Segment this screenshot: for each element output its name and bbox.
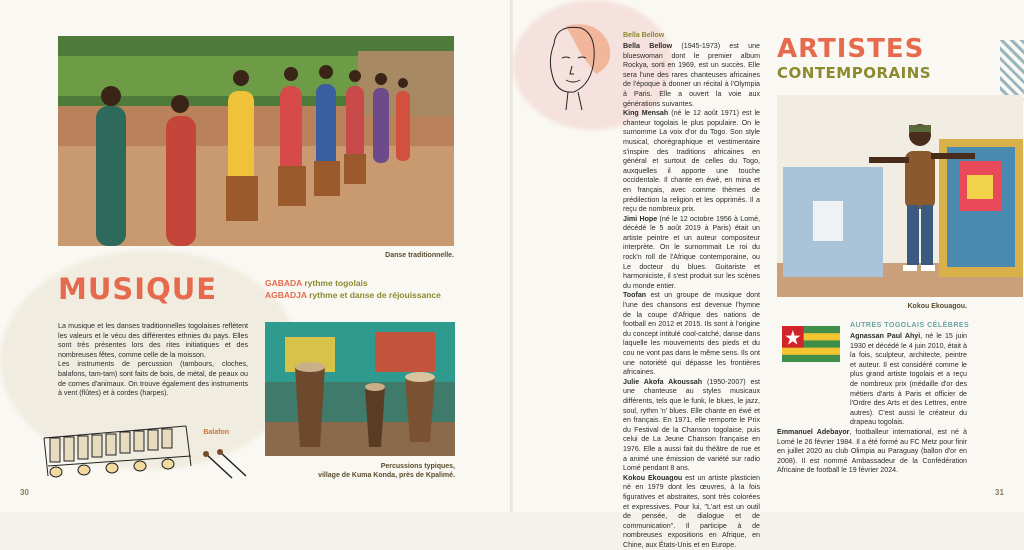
paul-paragraph [850, 332, 967, 428]
kokou-photo [777, 95, 1023, 297]
rhythm-gabada-name: GABADA [265, 278, 302, 288]
paul-text: , né le 15 juin 1930 et décédé le 4 juin 2010, était à la fois, sculpteur, architecte, peintre et auteur. Il est considéré comme le plus grand artiste togolais et a reçu de nombreux prix (médaille d'or des métiers d'arts à Paris et officier de l'Ordre des Arts et des Lettres, entre autres). C'est aussi le créateur du drapeau togolais. [850, 332, 968, 427]
king-text: (né le 12 août 1971) est le chanteur togolais le plus populaire. On le surnomme La voix d'or du Togo. Son style musical, chorégraphique et vestimentaire s'inspire des traditions africaines en général et surtout de celles du Togo, auxquelles il apporte une touche occidentale. Il chante en éwé, en mina et en français, avec comme thèmes de prédilection la religion et les opprimés. Il a reçu de nombreux prix. [623, 109, 760, 214]
percussion-caption-line1: Percussions typiques, [380, 463, 455, 470]
kokou-illustration [777, 95, 1023, 297]
julie-text: (1950-2007) est une chanteuse au styles musicaux différents, tels que le funk, le blues, le jazz, soul, rythm 'n' blues. Elle chante en éwé et en français. En 1971, elle remporte le Prix du Festival de la Chanson togolaise, puis celui de La Jeune Chanson française en 1976. Elle a aussi fait du théâtre de rue et a animé une émission de variété sur radio Lomé pendant 8 ans. [623, 377, 760, 473]
others-column [777, 332, 967, 476]
rhythm-agbadja [265, 290, 441, 301]
paul-name: Agnassan Paul Ahyi [850, 332, 921, 340]
king-paragraph [623, 109, 760, 215]
rhythm-gabada [265, 278, 368, 289]
julie-name: Julie Akofa Akoussah [623, 377, 703, 386]
instruments-paragraph: Les instruments de percussion (tambours, cloches, balafons, tam-tam) sont faits de bois, de métal, de peaux ou de cornes d'animaux. On trouve également des instruments à vent (flûtes) et à cordes (harpes). [58, 360, 248, 398]
jimi-name: Jimi Hope [623, 214, 658, 223]
left-page [0, 0, 511, 512]
jimi-text: (né le 12 octobre 1956 à Lomé, décédé le 5 août 2019 à Paris) était un artiste peintre et un auteur compositeur interprète. On le surnommait Le roi du rock'n roll de l'Afrique contemporaine, ou Le docteur du blues. Guitariste et harmoniciste, il s'est produit sur les scènes du monde entier. [623, 214, 760, 290]
percussion-caption-line2: village de Kuma Konda, près de Kpalimé. [318, 472, 455, 479]
rhythm-gabada-desc: rythme togolais [302, 278, 368, 288]
music-intro [58, 322, 248, 399]
portrait-caption: Bella Bellow [623, 32, 665, 39]
rhythm-agbadja-desc: rythme et danse de réjouissance [306, 290, 441, 300]
dance-illustration [58, 36, 454, 246]
toofan-text: est un groupe de musique dont l'une des chansons est devenue l'hymne de la coupe d'Afrique des nations de football en 2012 et 2015. Ils sont à l'origine du concept intitulé cool-catché, danse dans laquelle les mouvements des pieds et du cou ne vont pas dans le même sens. Ils ont une notoriété qui dépasse les frontières africaines. [623, 291, 760, 377]
toofan-name: Toofan [623, 291, 647, 300]
page-number-right: 31 [995, 488, 1004, 497]
kokou-photo-caption: Kokou Ekouagou. [907, 303, 967, 310]
emmanuel-name: Emmanuel Adebayor [777, 427, 850, 436]
balafon-label: Balafon [203, 429, 229, 436]
music-intro-paragraph: La musique et les danses traditionnelles togolaises reflètent les valeurs et le vécu des différentes ethnies du pays. Elles sont très présentes lors des rites initiatiques et des nombreuses fêtes, comme celle de la moisson. [58, 322, 248, 359]
bella-paragraph [623, 42, 760, 109]
music-heading: MUSIQUE [58, 272, 218, 306]
artists-column [570, 42, 760, 550]
right-page [513, 0, 1024, 549]
kokou-paragraph [623, 474, 760, 550]
emmanuel-paragraph [777, 428, 967, 476]
geometric-pattern [1000, 40, 1024, 100]
dance-photo-caption: Danse traditionnelle. [385, 252, 454, 259]
bella-text: (1945-1973) est une blueswoman dont le premier album Rockya, sorti en 1969, est un succès. Elle sera l'une des rares chanteuses africaines de l'époque à donner un récital à l'Olympia à Paris. Elle a ouvert la voie aux générations suivantes. [623, 42, 760, 108]
julie-paragraph [623, 378, 760, 474]
percussion-illustration [265, 322, 455, 456]
artists-heading-line2: CONTEMPORAINS [777, 64, 932, 82]
dance-photo [58, 36, 454, 246]
bella-name: Bella Bellow [623, 42, 673, 50]
page-number-left: 30 [20, 488, 29, 497]
artists-heading-line1: ARTISTES [777, 34, 925, 64]
kokou-text: est un artiste plasticien né en 1979 dont les œuvres, à la fois figuratives et abstraites, sont très colorées et expressives. Pour lui, "L'art est un outil de pensée, de dialogue et de communication". Il participe à de nombreuses expositions en Afrique, en Chine, aux États-Unis et en Europe. [623, 473, 760, 549]
king-name: King Mensah [623, 109, 669, 118]
jimi-paragraph [623, 215, 760, 292]
balafon-drawing [36, 416, 256, 486]
rhythm-agbadja-name: AGBADJA [265, 290, 307, 300]
toofan-paragraph [623, 291, 760, 377]
emmanuel-text: , footballeur international, est né à Lomé le 26 février 1984. Il a été formé au FC Metz pour finir en juillet 2020 au club Olimpia au Paraguay (ballon d'or en 2008). Il est nommé Ambassadeur de la Confédération Africaine de football le 19 février 2024. [777, 427, 967, 475]
percussion-photo-caption [265, 462, 455, 480]
percussion-photo [265, 322, 455, 456]
kokou-name: Kokou Ekouagou [623, 473, 683, 482]
others-heading: AUTRES TOGOLAIS CÉLÈBRES [850, 322, 970, 329]
